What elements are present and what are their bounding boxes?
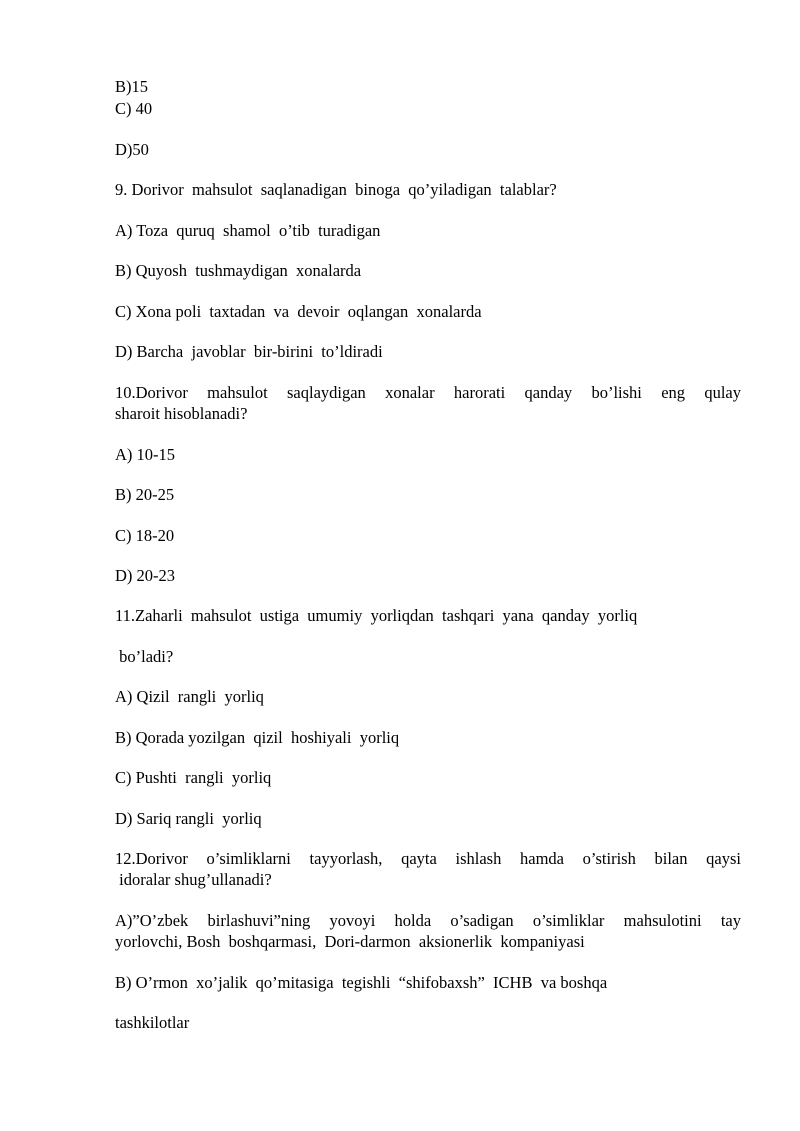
- question-12-option-b-line-2: tashkilotlar: [115, 1013, 190, 1032]
- question-11-line-2: bo’ladi?: [115, 647, 174, 666]
- option-c-40: C) 40: [115, 99, 153, 118]
- question-12-line-1: 12.Dorivor o’simliklarni tayyorlash, qayta ishlash hamda o’stirish bilan qaysi: [115, 849, 741, 868]
- question-11-line-1: 11.Zaharli mahsulot ustiga umumiy yorliqdan tashqari yana qanday yorliq: [115, 606, 638, 625]
- question-12-option-a-line-1: A)”O’zbek birlashuvi”ning yovoyi holda o’sadigan o’simliklar mahsulotini tay: [115, 911, 741, 930]
- question-10-line-2: sharoit hisoblanadi?: [115, 404, 248, 423]
- option-d-50: D)50: [115, 140, 149, 159]
- question-9-option-c: C) Xona poli taxtadan va devoir oqlangan xonalarda: [115, 302, 482, 321]
- question-10-option-b: B) 20-25: [115, 485, 175, 504]
- question-12-option-b-line-1: B) O’rmon xo’jalik qo’mitasiga tegishli “shifobaxsh” ICHB va boshqa: [115, 973, 608, 992]
- question-12-option-a-line-2: yorlovchi, Bosh boshqarmasi, Dori-darmon aksionerlik kompaniyasi: [115, 932, 585, 951]
- question-12-line-2: idoralar shug’ullanadi?: [115, 870, 272, 889]
- question-9: 9. Dorivor mahsulot saqlanadigan binoga qo’yiladigan talablar?: [115, 180, 557, 199]
- question-11-option-b: B) Qorada yozilgan qizil hoshiyali yorliq: [115, 728, 400, 747]
- question-9-option-a: A) Toza quruq shamol o’tib turadigan: [115, 221, 381, 240]
- option-b-15: B)15: [115, 77, 148, 96]
- question-9-option-b: B) Quyosh tushmaydigan xonalarda: [115, 261, 362, 280]
- question-10-option-d: D) 20-23: [115, 566, 176, 585]
- question-11-option-d: D) Sariq rangli yorliq: [115, 809, 262, 828]
- question-10-option-a: A) 10-15: [115, 445, 176, 464]
- question-10-line-1: 10.Dorivor mahsulot saqlaydigan xonalar harorati qanday bo’lishi eng qulay: [115, 383, 741, 402]
- question-11-option-c: C) Pushti rangli yorliq: [115, 768, 272, 787]
- question-11-option-a: A) Qizil rangli yorliq: [115, 687, 264, 706]
- question-9-option-d: D) Barcha javoblar bir-birini to’ldiradi: [115, 342, 383, 361]
- question-10-option-c: C) 18-20: [115, 526, 175, 545]
